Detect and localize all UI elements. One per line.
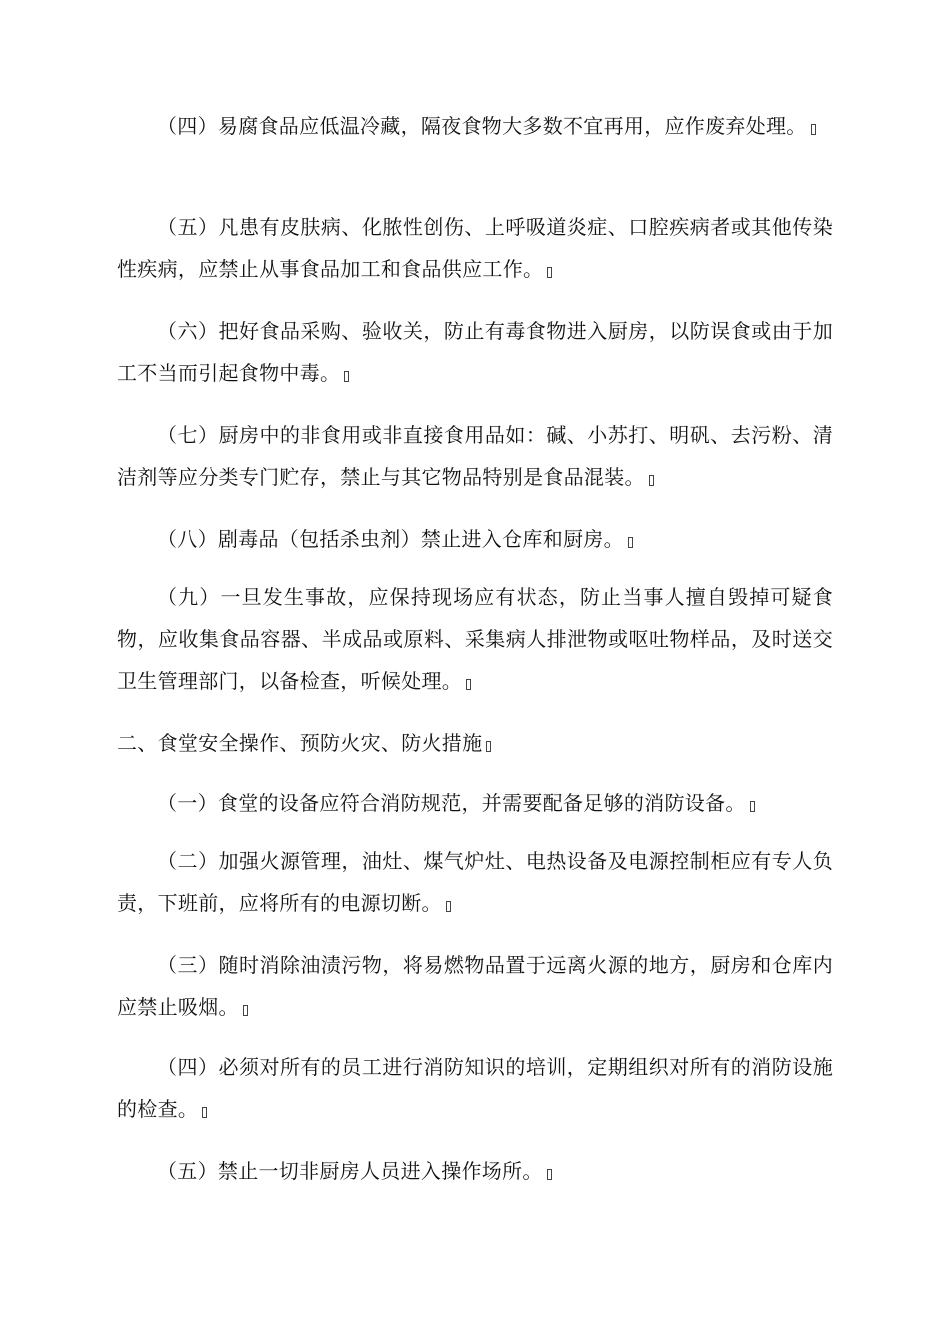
paragraph-mark-icon [547, 267, 552, 278]
paragraph-text: （五）禁止一切非厨房人员进入操作场所。 [157, 1159, 543, 1183]
paragraph-text: （四）易腐食品应低温冷藏，隔夜食物大多数不宜再用，应作废弃处理。 [157, 114, 807, 138]
paragraph-toxic [117, 518, 833, 560]
paragraph-mark-icon [750, 801, 755, 812]
paragraph-non-food [117, 414, 833, 498]
paragraph-text: （八）剧毒品（包括杀虫剂）禁止进入仓库和厨房。 [157, 527, 624, 551]
paragraph-fire-source [117, 840, 833, 924]
paragraph-illness [117, 206, 833, 290]
paragraph-training [117, 1046, 833, 1130]
paragraph-mark-icon [243, 1005, 248, 1016]
paragraph-equipment [117, 782, 833, 824]
paragraph-text: （七）厨房中的非食用或非直接食用品如：碱、小苏打、明矾、去污粉、清洁剂等应分类专门贮存，禁止与其它物品特别是食品混装。 [117, 423, 833, 489]
paragraph-access [117, 1150, 833, 1192]
paragraph-text: （一）食堂的设备应符合消防规范，并需要配备足够的消防设备。 [157, 791, 746, 815]
paragraph-mark-icon [202, 1107, 207, 1118]
paragraph-purchasing [117, 310, 833, 394]
paragraph-incident [117, 576, 833, 702]
paragraph-mark-icon [466, 679, 471, 690]
paragraph-food-storage [117, 105, 833, 147]
paragraph-flammables [117, 944, 833, 1028]
paragraph-text: （五）凡患有皮肤病、化脓性创伤、上呼吸道炎症、口腔疾病者或其他传染性疾病，应禁止从事食品加工和食品供应工作。 [117, 215, 833, 281]
paragraph-mark-icon [446, 901, 451, 912]
paragraph-mark-icon [547, 1169, 552, 1180]
section-heading-fire-safety [117, 722, 833, 764]
paragraph-mark-icon [628, 537, 633, 548]
paragraph-mark-icon [344, 371, 349, 382]
paragraph-mark-icon [649, 475, 654, 486]
paragraph-text: （九）一旦发生事故，应保持现场应有状态，防止当事人擅自毁掉可疑食物，应收集食品容器、半成品或原料、采集病人排泄物或呕吐物样品，及时送交卫生管理部门，以备检查，听候处理。 [117, 585, 833, 693]
paragraph-mark-icon [486, 741, 491, 752]
paragraph-text: （四）必须对所有的员工进行消防知识的培训，定期组织对所有的消防设施的检查。 [117, 1055, 833, 1121]
paragraph-text: （二）加强火源管理，油灶、煤气炉灶、电热设备及电源控制柜应有专人负责，下班前，应将所有的电源切断。 [117, 849, 833, 915]
paragraph-text: （三）随时消除油渍污物，将易燃物品置于远离火源的地方，厨房和仓库内应禁止吸烟。 [117, 953, 833, 1019]
heading-text: 二、食堂安全操作、预防火灾、防火措施 [117, 731, 483, 755]
paragraph-text: （六）把好食品采购、验收关，防止有毒食物进入厨房，以防误食或由于加工不当而引起食物中毒。 [117, 319, 833, 385]
paragraph-mark-icon [811, 124, 816, 135]
